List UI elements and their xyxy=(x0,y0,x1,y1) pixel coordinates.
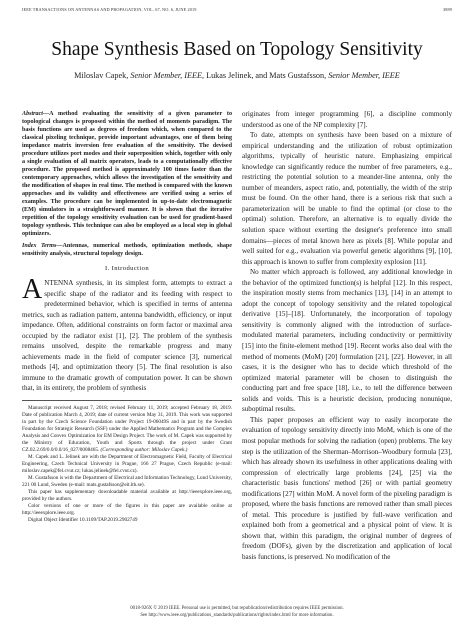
footnote-divider xyxy=(22,400,232,401)
author-gustafsson-grade: , Senior Member, IEEE xyxy=(324,71,400,80)
intro-paragraph-1 xyxy=(22,274,232,394)
copyright-line-1: 0018-926X © 2019 IEEE. Personal use is permitted, but republication/redistribution requires IEEE permission. xyxy=(130,606,344,611)
footnote-doi: Digital Object Identifier 10.1109/TAP.2019.2902749 xyxy=(28,517,138,524)
abstract xyxy=(22,110,232,238)
intro-paragraph-1-text: NTENNA synthesis, in its simplest form, attempts to extract a specific shape of the radiator and its feeding with respect to predetermined behavior, which is specified in terms of antenna metrics, such as radiation pattern, antenna bandwidth, efficiency, or input impedance. Often, additional constraints on form factor or maximal area occupied by the radiator exist [1], [2]. The problem of the synthesis remains unsolved, despite the remarkable progress and many achievements made in the field of computer science [3], numerical methods [4], and optimization theory [5]. The final resolution is also immune to the dramatic growth of computation power. It can be shown that, in its entirety, the problem of synthesis xyxy=(22,279,232,393)
footnote-color-versions: Color versions of one or more of the figures in this paper are available online at http://ieeexplore.ieee.org. xyxy=(22,503,232,517)
footnote-manuscript xyxy=(22,405,232,454)
index-terms-text: —Antennas, numerical methods, optimization methods, shape sensitivity analysis, structural topology design. xyxy=(22,243,233,257)
abstract-text: —A method evaluating the sensitivity of a given parameter to topological changes is proposed within the method of moments paradigm. The basis functions are used as degrees of freedom which, when compared to the classical pixeling technique, provide important advantages, one of them being impedance matrix inversion free evaluation of the sensitivity. The devised procedure utilizes port modes and their superposition which, together with only a single evaluation of all matrix operators, leads to a computationally effective procedure. The proposed method is approximately 100 times faster than the contemporary approaches, which allows the investigation of the sensitivity and the modification of shapes in real time. The method is compared with the known approaches and its validity and effectiveness are verified using a series of examples. The procedure can be implemented in up-to-date electromagnetic (EM) simulators in a straightforward manner. It is shown that the iterative repetition of the topology sensitivity evaluation can be used for gradient-based topology synthesis. This technique can also be employed as a local step in global optimizers. xyxy=(22,111,232,237)
body-paragraph-3: No matter which approach is followed, any additional knowledge in the behavior of the optimized function(s) is helpful [12]. In this respect, the inspiration mostly stems from mechanics [13], [14] in an attempt to adopt the concept of topology sensitivity and the related topological derivative [15]–[18]. Unfortunately, the incorporation of topology sensitivity is commonly aligned with the introduction of surface-modulated material parameters, including conductivity or permittivity [15] into the finite-element method [19]. Recent works also deal with the method of moments (MoM) [20] formulation [21], [22]. However, in all cases, it is the designer who has to decide which threshold of the optimized material parameter will be chosen to distinguish the conducting part and free space [18], i.e., to tell the difference between solids and voids. This is a heuristic decision, producing nonunique, suboptimal results. xyxy=(242,268,452,414)
author-capek: Miloslav Capek xyxy=(74,71,127,80)
corresponding-author: (Corresponding author: Miloslav Capek.) xyxy=(100,447,188,454)
footnote-affiliation-ctu: M. Capek and L. Jelinek are with the Department of Electromagnetic Field, Faculty of Electrical Engineering, Czech Technical University in Prague, 166 27 Prague, Czech Republic (e-mail: miloslav.capek@fel.cvut.cz; lukas.jelinek@fel.cvut.cz). xyxy=(22,454,232,475)
journal-running-head: IEEE TRANSACTIONS ON ANTENNAS AND PROPAGATION, VOL. 67, NO. 6, JUNE 2019 xyxy=(22,7,197,12)
footnote-manuscript-text: Manuscript received August 7, 2018; revised February 11, 2019; accepted February 18, 2019. Date of publication March 4, 2019; date of current version May 31, 2019. This work was supported in part by the Czech Science Foundation under Project 19-06049S and in part by the Swedish Foundation for Strategic Research (SSF) under the Applied Mathematics Program and the Complex Analysis and Convex Optimization for EM Design Project. The work of M. Capek was supported by the Ministry of Education, Youth and Sports through the project under Grant CZ.02.2.69/0.0/0.0/16_027/0008465. xyxy=(22,405,232,454)
copyright-line-2: See http://www.ieee.org/publications_standards/publications/rights/index.html for more information. xyxy=(140,612,334,618)
copyright-notice xyxy=(0,606,474,619)
footnote-affiliation-lund: M. Gustafsson is with the Department of Electrical and Information Technology, Lund University, 221 00 Lund, Sweden (e-mail: mats.gustafsson@eit.lth.se). xyxy=(22,475,232,489)
author-capek-grade: , Senior Member, IEEE xyxy=(126,71,202,80)
running-head xyxy=(22,7,452,12)
footnote-supplementary: This paper has supplementary downloadable material available at http://ieeexplore.ieee.org, provided by the authors. xyxy=(22,489,232,503)
paper-title: Shape Synthesis Based on Topology Sensitivity xyxy=(51,39,423,60)
drop-cap: A xyxy=(22,274,43,305)
index-terms xyxy=(22,242,232,258)
abstract-lead: Abstract xyxy=(22,111,43,117)
body-paragraph-1: originates from integer programming [6], a discipline commonly understood as one of the NP complexity [7]. xyxy=(242,110,452,129)
right-column xyxy=(242,109,452,563)
index-terms-lead: Index Terms xyxy=(22,243,57,249)
page-number: 3889 xyxy=(443,7,452,12)
author-jelinek: , Lukas Jelinek xyxy=(201,71,252,80)
section-heading-introduction: I. Introduction xyxy=(104,265,150,272)
body-paragraph-2: To date, attempts on synthesis have been based on a mixture of empirical understanding and the utilization of robust optimization algorithms, typically of heuristic nature. Emphasizing empirical knowledge can significantly reduce the number of free parameters, e.g., restricting the potential solution to a meander-line antenna, only the number of meanders, aspect ratio, and, potentially, the width of the strip must be found. On the other hand, there is a serious risk that such a parameterization will be unable to find the optimal (or close to the optimal) solution. Therefore, an alternative is to equally divide the solution space without exerting the designer's preference into small domains—pieces of metal known here as pixels [8]. While popular and well suited for e.g., evaluation via powerful genetic algorithms [9], [10], this approach is known to suffer from complexity explosion [11]. xyxy=(242,131,452,266)
author-gustafsson: , and Mats Gustafsson xyxy=(251,71,325,80)
body-paragraph-4: This paper proposes an efficient way to easily incorporate the evaluation of topology sensitivity directly into MoM, which is one of the most popular methods for solving the radiation (open) problems. The key step is the utilization of the Sherman–Morrison–Woodbury formula [23], which has already shown its usefulness in other applications dealing with compression of electrically large problems [24], [25] via the characteristic basis functions' method [26] or with partial geometry modifications [27] within MoM. A novel form of the pixeling paradigm is proposed, where the basis functions are removed rather than small pieces of metal. This procedure is justified by full-wave verification and explained both from a geometrical and a physical point of view. It is shown that, within this paradigm, the original number of degrees of freedom (DOFs), given by the discretization and application of local basis functions, is preserved. No modification of the xyxy=(242,415,452,561)
left-column xyxy=(22,110,232,524)
author-line xyxy=(0,71,474,80)
